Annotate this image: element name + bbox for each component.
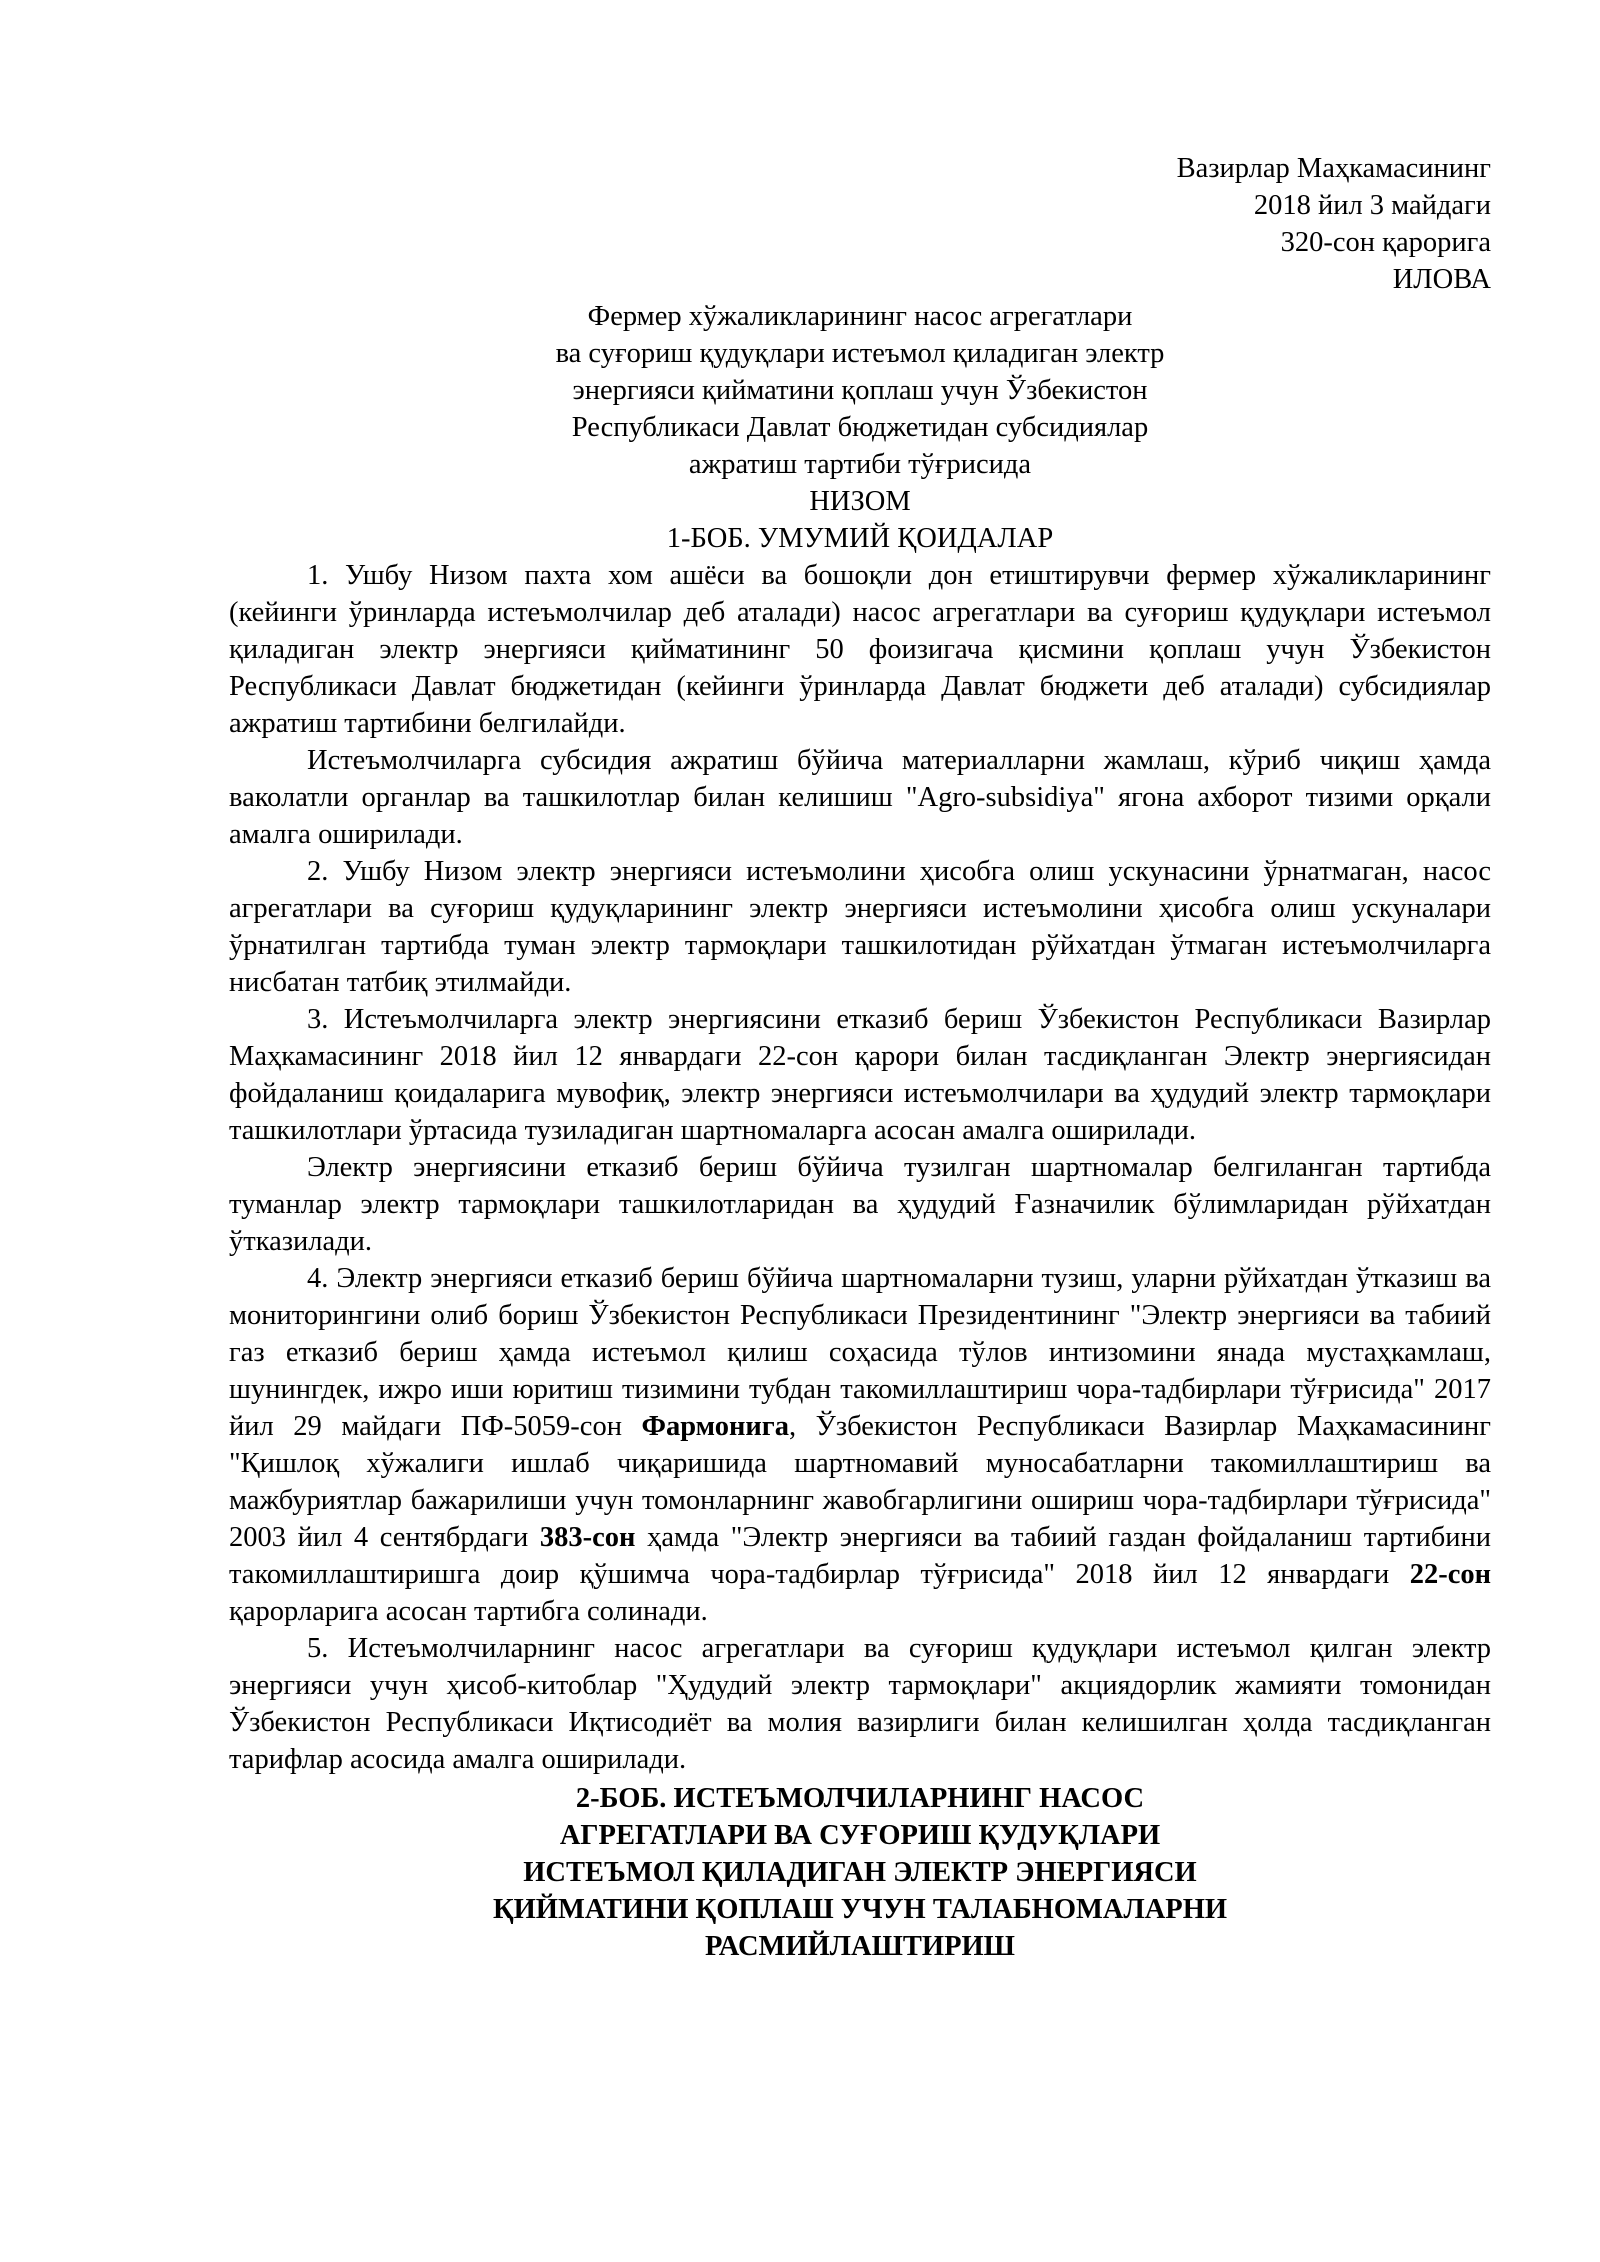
annex-reference: [229, 150, 1491, 298]
paragraph-4-text: , Ўзбекистон Республикаси Вазирлар Маҳкамасининг "Қишлоқ хўжалиги ишлаб чиқаришида шартномавий муносабатларни такомиллаштириш ва мажбуриятлар бажарилиши учун томонларнинг жавобгарлигини ошириш чора-тадбирлари тўғрисида" 2003 йил 4 сентябрдаги: [229, 1411, 1492, 1553]
paragraph-4-text: 4. Электр энергияси етказиб бериш бўйича шартномаларни тузиш, уларни рўйхатдан ўтказиш ва мониторингини олиб бориш Ўзбекистон Республикаси Президентининг "Электр энергияси ва табиий газ етказиб бериш ҳамда истеъмол қилиш соҳасида тўлов интизомини янада мустаҳкамлаш, шунингдек, ижро иши юритиш тизимини тубдан такомиллаштириш чора-тадбирлари тўғрисида" 2017 йил 29 майдаги ПФ-5059-сон: [229, 1263, 1491, 1442]
title-line: ажратиш тартиби тўғрисида: [688, 449, 1032, 480]
paragraph-3-continuation: Электр энергиясини етказиб бериш бўйича тузилган шартномалар белгиланган тартибда туманлар электр тармоқлари ташкилотларидан ва ҳудудий Ғазначилик бўлимларидан рўйхатдан ўтказилади.: [229, 1152, 1491, 1257]
chapter-2-heading-line: АГРЕГАТЛАРИ ВА СУҒОРИШ ҚУДУҚЛАРИ: [559, 1820, 1161, 1851]
annex-line: Вазирлар Маҳкамасининг: [1176, 153, 1491, 184]
paragraph-4-text: ҳамда "Электр энергияси ва табиий газдан фойдаланиш тартибини такомиллаштиришга доир қўшимча чора-тадбирлар тўғрисида" 2018 йил 12 январдаги: [229, 1522, 1492, 1590]
paragraph-2: 2. Ушбу Низом электр энергияси истеъмолини ҳисобга олиш ускунасини ўрнатмаган, насос агрегатлари ва суғориш қудуқларининг электр энергияси истеъмолини ҳисобга олиш ускуналари ўрнатилган тартибда туман электр тармоқлари ташкилотидан рўйхатдан ўтмаган истеъмолчиларга нисбатан татбиқ этилмайди.: [229, 856, 1491, 998]
annex-line: 2018 йил 3 майдаги: [1253, 190, 1491, 221]
chapter-2-heading: [229, 1780, 1491, 1965]
title-line: Республикаси Давлат бюджетидан субсидиялар: [571, 412, 1149, 443]
annex-label: ИЛОВА: [1392, 264, 1491, 295]
title-line: ва суғориш қудуқлари истеъмол қиладиган электр: [555, 338, 1165, 369]
resolution-383-link[interactable]: 383-сон: [539, 1522, 636, 1553]
chapter-2-heading-line: ҚИЙМАТИНИ ҚОПЛАШ УЧУН ТАЛАБНОМАЛАРНИ: [492, 1894, 1228, 1925]
chapter-2-heading-line: РАСМИЙЛАШТИРИШ: [705, 1931, 1015, 1962]
title-line: Фермер хўжаликларининг насос агрегатлари: [587, 301, 1133, 332]
chapter-1-heading: 1-БОБ. УМУМИЙ ҚОИДАЛАР: [666, 523, 1054, 554]
annex-line: 320-сон қарорига: [1280, 227, 1491, 258]
paragraph-4: [229, 1260, 1491, 1630]
paragraph-1: 1. Ушбу Низом пахта хом ашёси ва бошоқли дон етиштирувчи фермер хўжаликларининг (кейинги ўринларда истеъмолчилар деб аталади) насос агрегатлари ва суғориш қудуқлари истеъмол қиладиган электр энергияси қийматининг 50 фоизигача қисмини қоплаш учун Ўзбекистон Республикаси Давлат бюджетидан (кейинги ўринларда Давлат бюджети деб аталади) субсидиялар ажратиш тартибини белгилайди.: [229, 560, 1491, 739]
document-title: [229, 298, 1491, 520]
paragraph-3: 3. Истеъмолчиларга электр энергиясини етказиб бериш Ўзбекистон Республикаси Вазирлар Маҳкамасининг 2018 йил 12 январдаги 22-сон қарори билан тасдиқланган Электр энергиясидан фойдаланиш қоидаларига мувофиқ, электр энергияси истеъмолчилари ва ҳудудий электр тармоқлари ташкилотлари ўртасида тузиладиган шартномаларга асосан амалга оширилади.: [229, 1004, 1491, 1146]
document-type-heading: НИЗОМ: [809, 486, 911, 517]
resolution-22-link[interactable]: 22-сон: [1409, 1559, 1492, 1590]
paragraph-1-continuation: Истеъмолчиларга субсидия ажратиш бўйича материалларни жамлаш, кўриб чиқиш ҳамда ваколатли органлар ва ташкилотлар билан келишиш "Agro-subsidiya" ягона ахборот тизими орқали амалга оширилади.: [229, 745, 1491, 850]
paragraph-4-text: қарорларига асосан тартибга солинади.: [229, 1596, 708, 1627]
decree-link[interactable]: Фармонига: [641, 1411, 789, 1442]
paragraph-5: 5. Истеъмолчиларнинг насос агрегатлари ва суғориш қудуқлари истеъмол қилган электр энергияси учун ҳисоб-китоблар "Ҳудудий электр тармоқлари" акциядорлик жамияти томонидан Ўзбекистон Республикаси Иқтисодиёт ва молия вазирлиги билан келишилган ҳолда тасдиқланган тарифлар асосида амалга оширилади.: [229, 1633, 1491, 1775]
title-line: энергияси қийматини қоплаш учун Ўзбекистон: [572, 375, 1148, 406]
document-body: [229, 150, 1491, 1965]
chapter-2-heading-line: ИСТЕЪМОЛ ҚИЛАДИГАН ЭЛЕКТР ЭНЕРГИЯСИ: [523, 1857, 1197, 1888]
chapter-2-heading-line: 2-БОБ. ИСТЕЪМОЛЧИЛАРНИНГ НАСОС: [575, 1783, 1145, 1814]
